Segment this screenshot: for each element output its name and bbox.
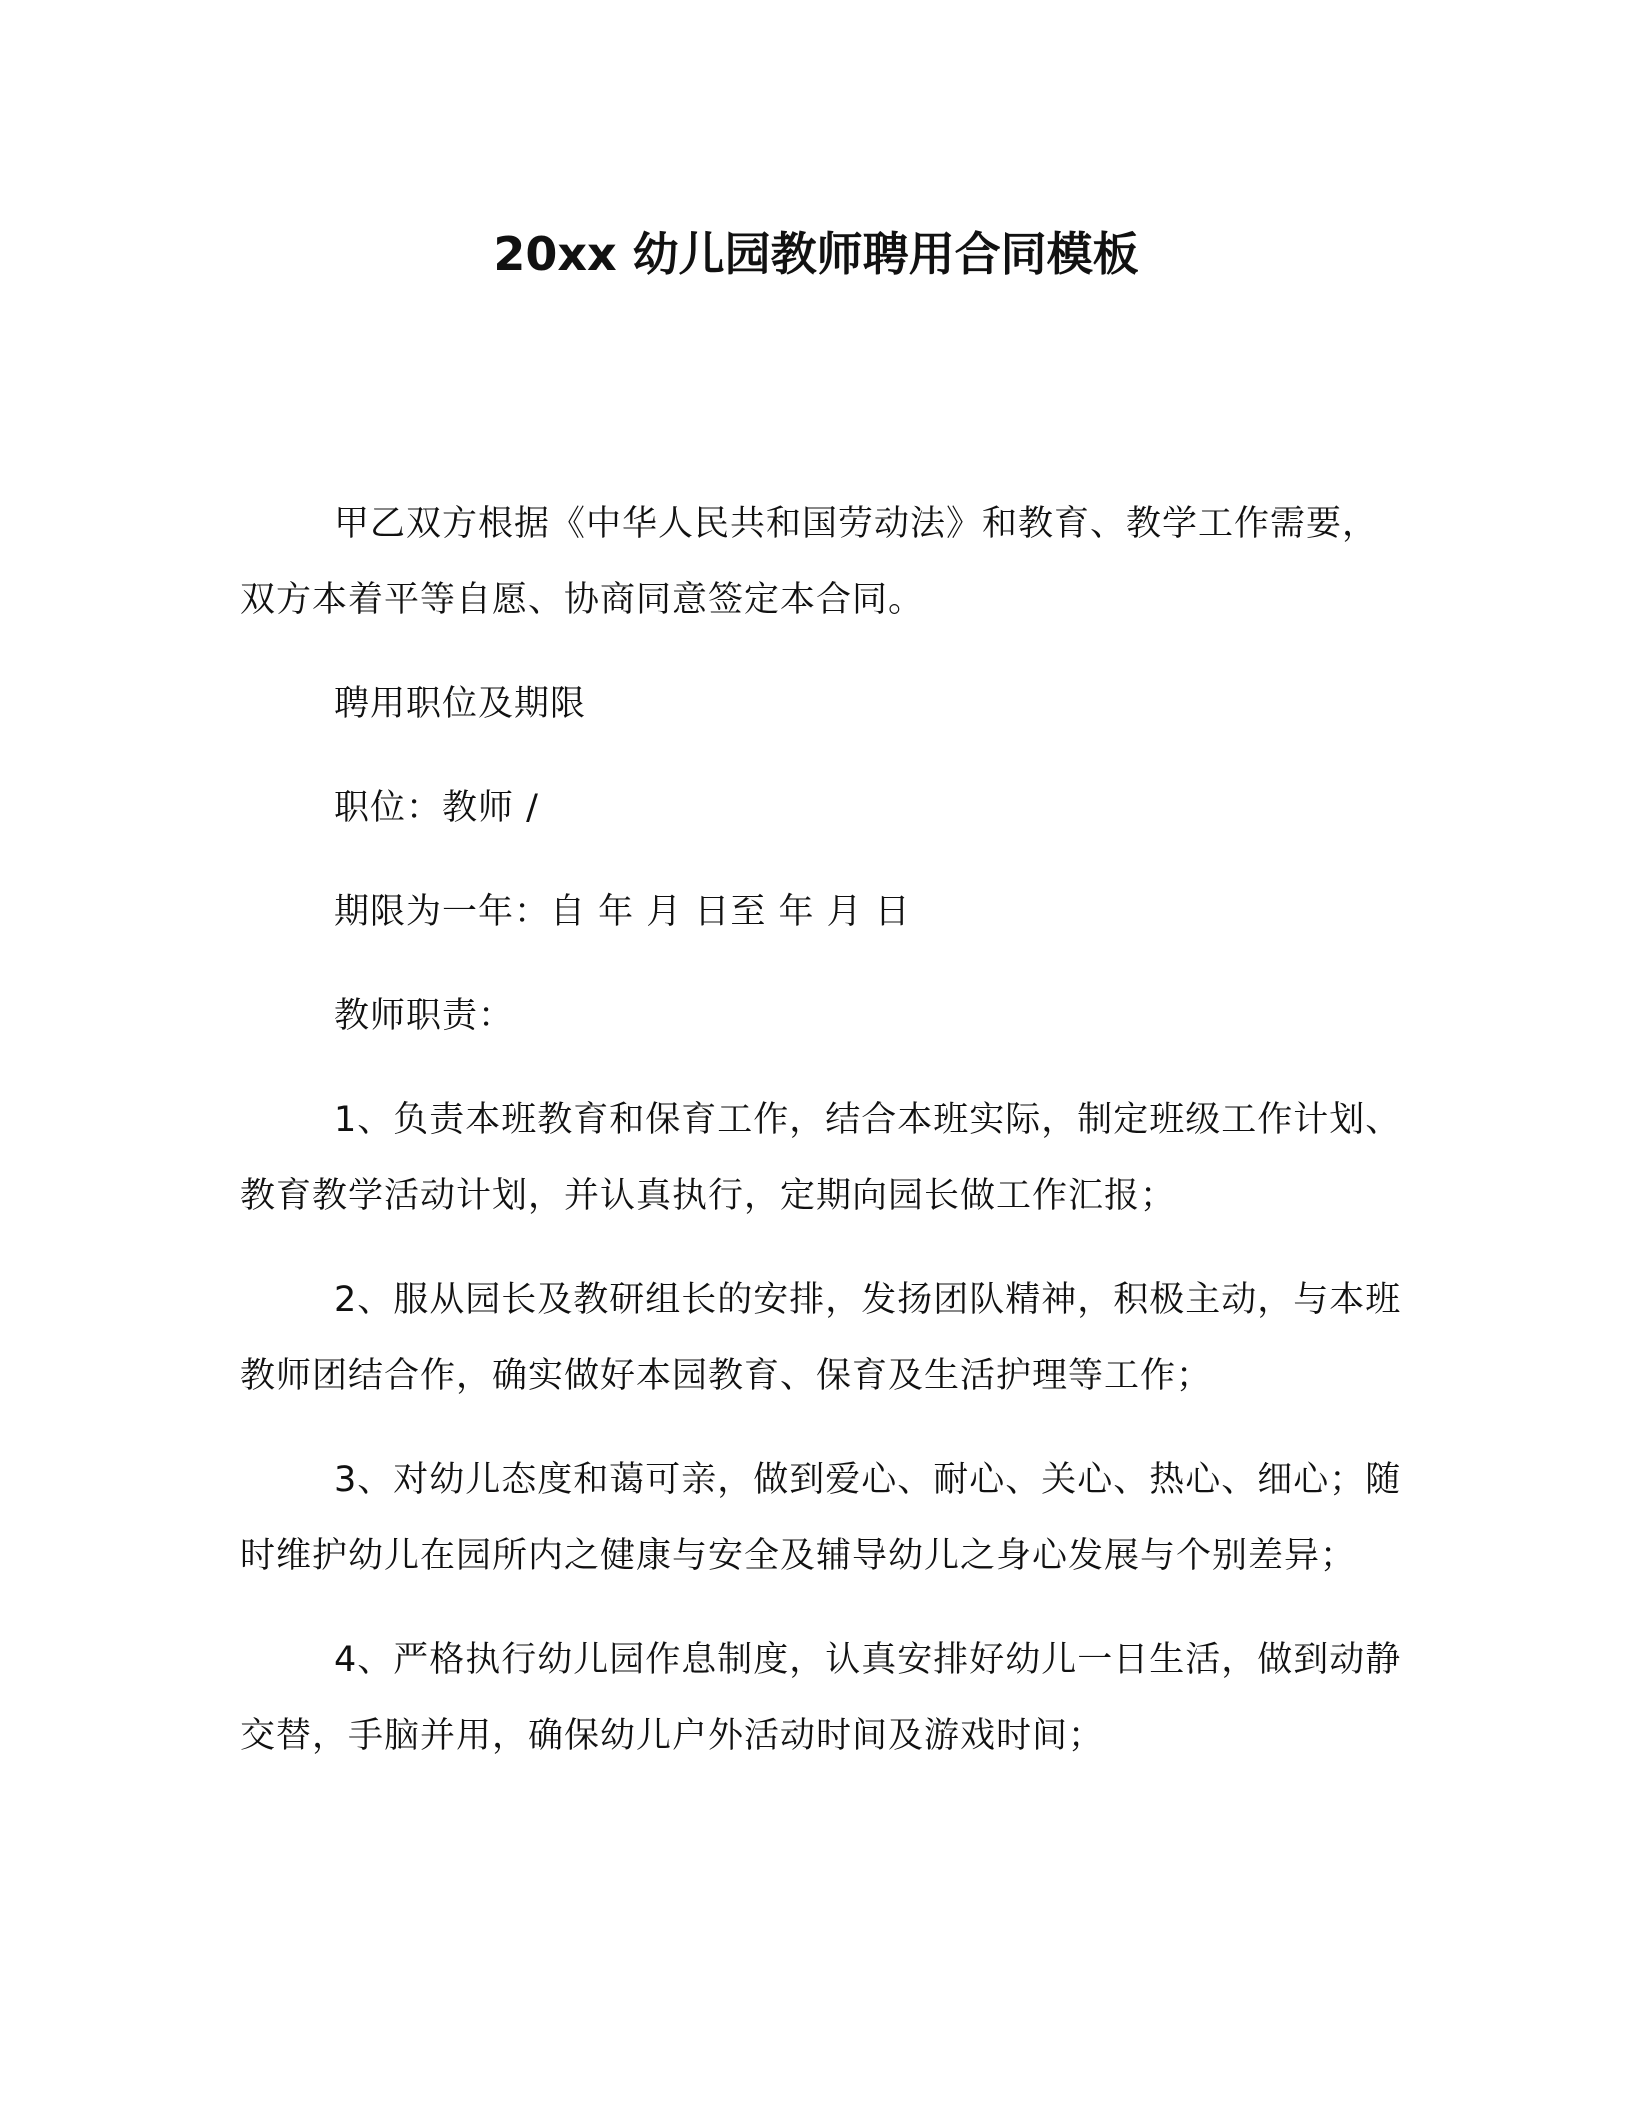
document-body (240, 486, 1412, 1774)
paragraph-duty-1: 1、负责本班教育和保育工作，结合本班实际，制定班级工作计划、教育教学活动计划，并认真执行，定期向园长做工作汇报； (240, 1100, 1402, 1216)
paragraph-term: 期限为一年：自 年 月 日至 年 月 日 (334, 892, 911, 932)
document-title: 20xx 幼儿园教师聘用合同模板 (493, 227, 1139, 281)
paragraph-duties-heading: 教师职责： (334, 996, 515, 1036)
paragraph-duty-3: 3、对幼儿态度和蔼可亲，做到爱心、耐心、关心、热心、细心；随时维护幼儿在园所内之健康与安全及辅导幼儿之身心发展与个别差异； (240, 1460, 1402, 1576)
paragraph-intro: 甲乙双方根据《中华人民共和国劳动法》和教育、教学工作需要，双方本着平等自愿、协商同意签定本合同。 (240, 504, 1379, 620)
paragraph-duty-2: 2、服从园长及教研组长的安排，发扬团队精神，积极主动，与本班教师团结合作，确实做好本园教育、保育及生活护理等工作； (240, 1280, 1402, 1396)
paragraph-duty-4: 4、严格执行幼儿园作息制度，认真安排好幼儿一日生活，做到动静交替，手脑并用，确保幼儿户外活动时间及游戏时间； (240, 1640, 1402, 1756)
paragraph-position: 职位：教师 / (334, 788, 539, 828)
paragraph-section-heading: 聘用职位及期限 (334, 684, 587, 724)
